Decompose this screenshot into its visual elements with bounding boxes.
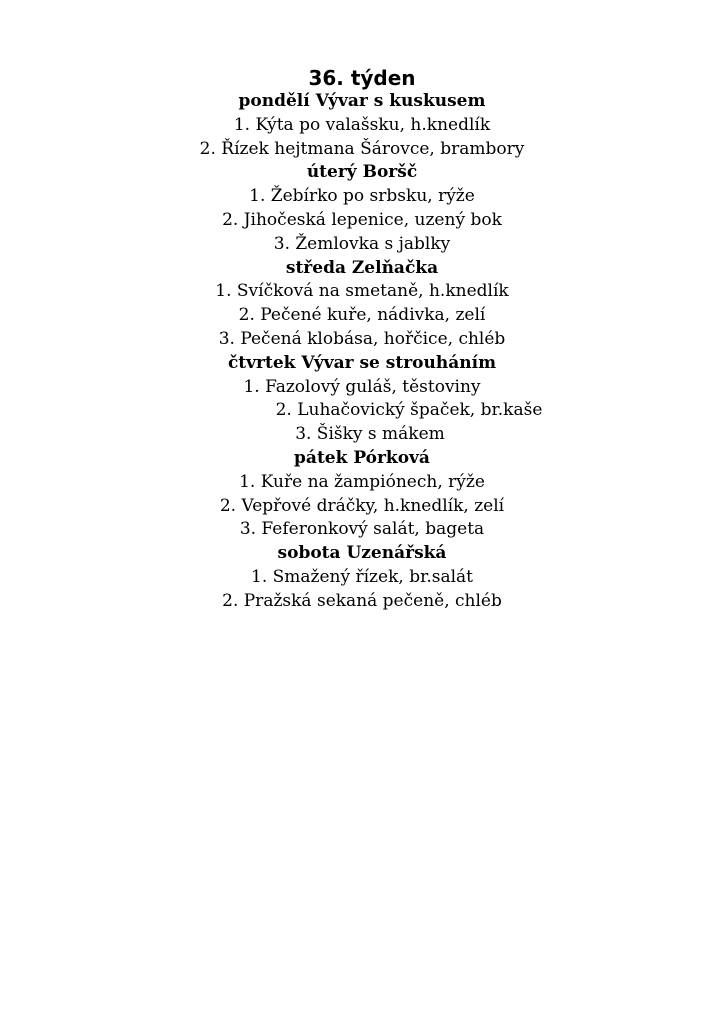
day-heading: pondělí Vývar s kuskusem	[238, 91, 486, 111]
day-heading: úterý Boršč	[306, 162, 418, 183]
menu-item: 3. Feferonkový salát, bageta	[239, 519, 485, 540]
menu-item: 2. Pečené kuře, nádivka, zelí	[238, 305, 486, 326]
menu-item: 3. Pečená klobása, hořčice, chléb	[218, 328, 506, 349]
menu-item: 3. Šišky s mákem	[295, 424, 445, 445]
menu-item: 1. Svíčková na smetaně, h.knedlík	[215, 281, 509, 302]
menu-item: 2. Řízek hejtmana Šárovce, brambory	[199, 138, 525, 159]
day-monday	[0, 90, 724, 161]
menu-item: 1. Fazolový guláš, těstoviny	[243, 376, 481, 397]
menu-item: 2. Pražská sekaná pečeně, chléb	[222, 590, 502, 611]
menu-item: 1. Žebírko po srbsku, rýže	[249, 186, 475, 207]
day-thursday	[0, 352, 724, 447]
day-heading: středa Zelňačka	[285, 257, 439, 278]
day-tuesday	[0, 161, 724, 256]
menu-item: 2. Luhačovický špaček, br.kaše	[275, 400, 543, 421]
week-title: 36. týden	[308, 66, 416, 90]
menu-item: 1. Kuře na žampiónech, rýže	[239, 471, 485, 492]
menu-item: 1. Kýta po valašsku, h.knedlík	[233, 114, 491, 135]
menu-item: 3. Žemlovka s jablky	[273, 233, 451, 254]
weekly-menu	[0, 66, 724, 614]
menu-item: 1. Smažený řízek, br.salát	[251, 566, 473, 587]
day-wednesday	[0, 257, 724, 352]
day-heading: pátek Pórková	[294, 447, 430, 468]
day-heading: čtvrtek Vývar se strouháním	[227, 352, 497, 373]
day-saturday	[0, 542, 724, 613]
menu-item: 2. Vepřové dráčky, h.knedlík, zelí	[219, 495, 505, 516]
menu-item: 2. Jihočeská lepenice, uzený bok	[222, 209, 502, 230]
day-heading: sobota Uzenářská	[277, 543, 447, 564]
day-friday	[0, 447, 724, 542]
